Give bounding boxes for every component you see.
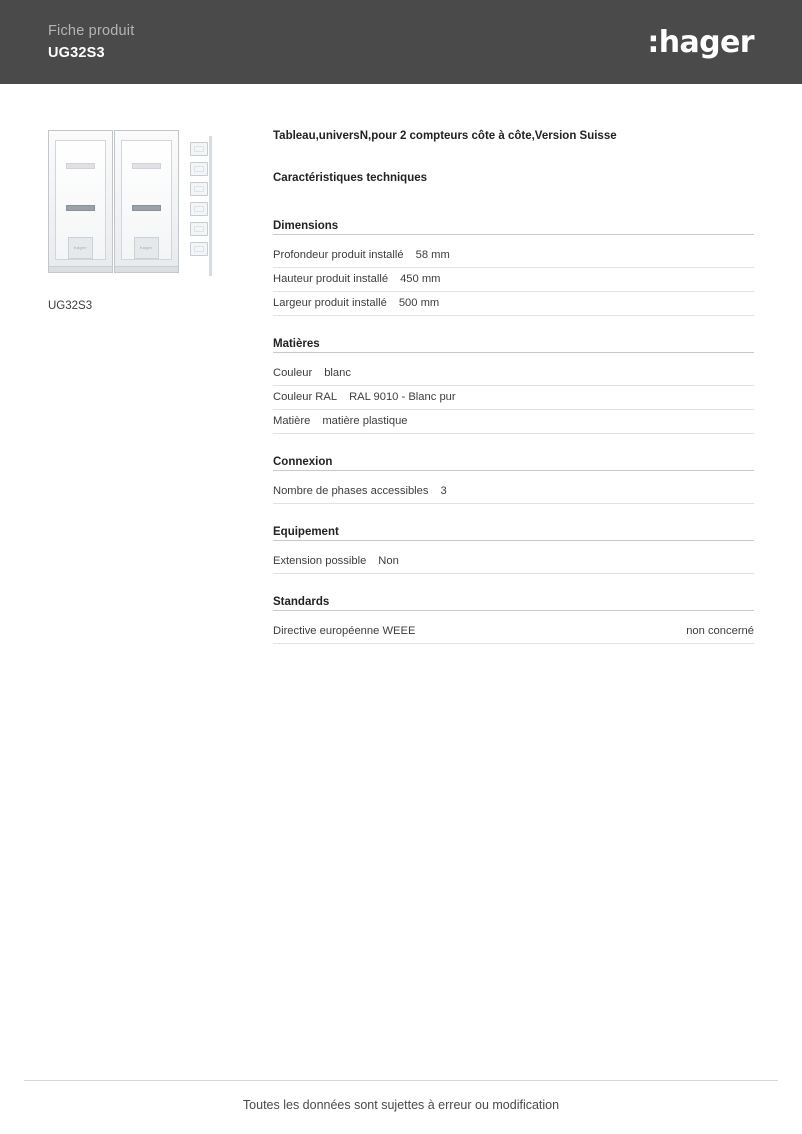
cabinet-strip-top-right [132, 163, 161, 169]
spec-group-dimensions [273, 220, 754, 316]
spec-row [273, 550, 754, 574]
accessory-item [190, 202, 208, 216]
spec-group-standards [273, 596, 754, 644]
spec-value: 3 [440, 485, 447, 497]
spec-row-left [273, 391, 456, 403]
spec-row-left [273, 555, 399, 567]
spec-group-matieres [273, 338, 754, 434]
cabinet-base-right [115, 266, 178, 272]
cabinet-window-right [134, 237, 159, 259]
cabinet-window-left [68, 237, 93, 259]
accessory-item [190, 162, 208, 176]
spec-label: Matière [273, 415, 311, 427]
accessory-item [190, 222, 208, 236]
cabinet-door-left [55, 140, 106, 260]
spec-value: matière plastique [322, 415, 408, 427]
page-header [0, 0, 802, 84]
cabinet-strip-top-left [66, 163, 95, 169]
cabinet-base-left [49, 266, 112, 272]
cabinet-strip-mid-right [132, 205, 161, 211]
sheet-label: Fiche produit [48, 23, 135, 40]
product-image [48, 130, 216, 278]
spec-label: Couleur [273, 367, 313, 379]
spec-label: Directive européenne WEEE [273, 625, 416, 637]
accessory-item [190, 182, 208, 196]
spec-label: Extension possible [273, 555, 367, 567]
spec-value: 58 mm [415, 249, 450, 261]
spec-label: Nombre de phases accessibles [273, 485, 429, 497]
spec-row [273, 362, 754, 386]
cabinet-strip-mid-left [66, 205, 95, 211]
product-image-caption: UG32S3 [48, 300, 93, 312]
page-title: UG32S3 [48, 44, 105, 61]
spec-value: 450 mm [400, 273, 441, 285]
product-image-column [48, 130, 273, 666]
cabinet-brand-label-left: hager [73, 245, 88, 250]
spec-value: 500 mm [398, 297, 440, 309]
product-details-column [273, 130, 754, 666]
spec-row [273, 268, 754, 292]
spec-row [273, 386, 754, 410]
cabinet-illustration [48, 130, 184, 278]
spec-value-right: non concerné [686, 625, 754, 637]
spec-row [273, 292, 754, 316]
spec-label: Hauteur produit installé [273, 273, 389, 285]
cabinet-panel-left [48, 130, 113, 273]
spec-group-title: Equipement [273, 526, 754, 541]
spec-group-title: Standards [273, 596, 754, 611]
cabinet-panel-right [114, 130, 179, 273]
spec-row [273, 410, 754, 434]
spec-row-left [273, 249, 450, 261]
spec-row [273, 244, 754, 268]
spec-row-left [273, 367, 351, 379]
spec-group-equipement [273, 526, 754, 574]
spec-row-left [273, 415, 408, 427]
page-footer [0, 1080, 802, 1134]
footer-disclaimer: Toutes les données sont sujettes à erreur ou modification [242, 1098, 560, 1112]
technical-characteristics-heading: Caractéristiques techniques [273, 172, 428, 184]
spec-row [273, 480, 754, 504]
cabinet-door-right [121, 140, 172, 260]
spec-row-left [273, 297, 439, 309]
spec-row-left [273, 273, 440, 285]
page-content [0, 84, 802, 666]
cabinet-brand-label-right: hager [139, 245, 154, 250]
spec-group-title: Dimensions [273, 220, 754, 235]
accessories-illustration [188, 136, 214, 276]
spec-group-title: Matières [273, 338, 754, 353]
spec-label: Profondeur produit installé [273, 249, 404, 261]
hager-logo: :hager [647, 24, 754, 60]
header-title-block [48, 22, 134, 61]
spec-group-title: Connexion [273, 456, 754, 471]
spec-row-left [273, 625, 427, 637]
spec-label: Largeur produit installé [273, 297, 387, 309]
product-description: Tableau,universN,pour 2 compteurs côte à côte,Version Suisse [273, 130, 617, 142]
spec-row-left [273, 485, 447, 497]
spec-value: Non [378, 555, 399, 567]
spec-value: RAL 9010 - Blanc pur [349, 391, 456, 403]
spec-value: blanc [324, 367, 351, 379]
accessory-item [190, 242, 208, 256]
spec-label: Couleur RAL [273, 391, 338, 403]
accessory-item [190, 142, 208, 156]
accessory-rail [209, 136, 212, 276]
spec-row [273, 620, 754, 644]
spec-group-connexion [273, 456, 754, 504]
